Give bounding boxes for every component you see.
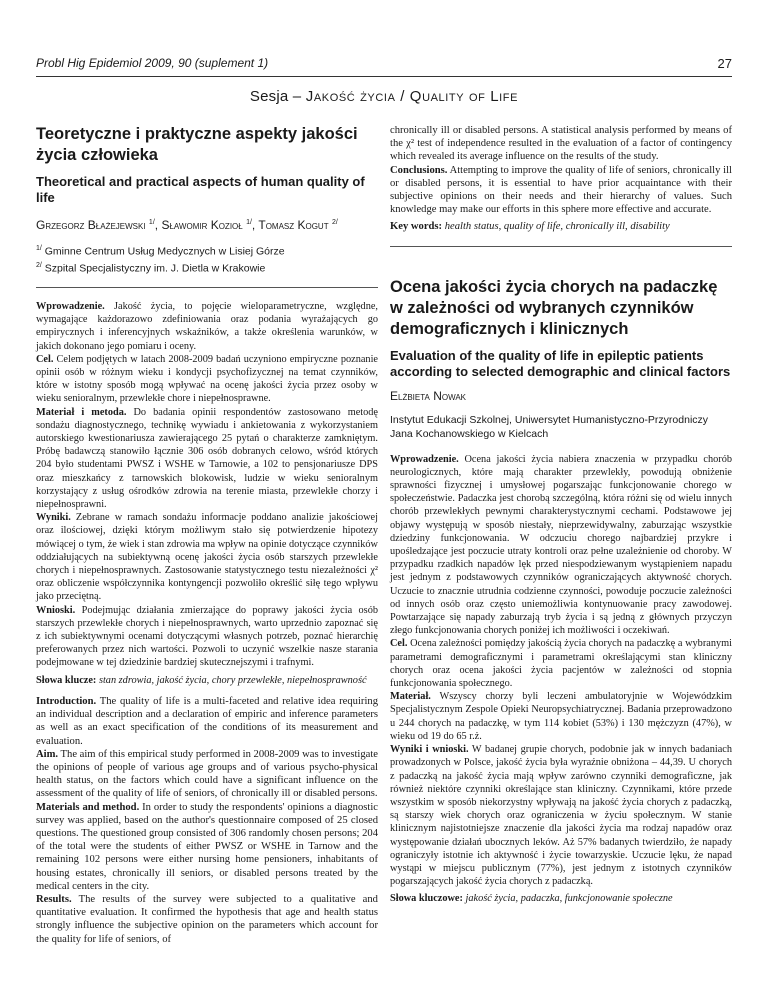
abstract-paragraph (36, 801, 378, 893)
paragraph-label: Wyniki. (36, 512, 71, 524)
article1-abstract-en (36, 695, 378, 946)
abstract-paragraph (36, 695, 378, 748)
paragraph-text: The aim of this empirical study performed in 2008-2009 was to investigate the opinions of people of various age groups and of various psycho-physical health status, on the factors which could have a significant influence on the assessment of the quality of life of seniors, of chronically ill or disabled persons. (36, 748, 378, 800)
running-head (36, 56, 732, 74)
right-column (390, 124, 732, 906)
paragraph-text: Ocena jakości życia nabiera znaczenia w przypadku chorób neurologicznych, które mają charakter przewlekły, powodują obniżenie sprawności fizycznej i umysłowej pogarszając funkcjonowanie chorego w społeczeństwie. Padaczka jest chorobą szczególną, która różni się od wielu innych chorób przewlekłych pewnymi charakterystycznymi cechami. Podstawowe jej objawy występują w sposób niestały, nieprzewidywalny, zaburzając wszystkie dziedziny funkcjonowania. W odczuciu chorego najbardziej przykre i upośledzające jest poczucie utraty kontroli oraz pełne uzależnienie od choroby. W przypadku rzadkich napadów lęk przed niespodziewanym wystąpieniem napadu jest jednym z podstawowych czynników ograniczających aktywność chorych. Uczucie to znacznie utrudnia codzienne czynności, powoduje poczucie zależności od innych osób oraz często uniemożliwia kontynuowanie pracy zawodowej. Powtarzające się napady zaburzają tryb życia i są jedną z głównych przyczyn złego funkcjonowania chorych poniżej ich możliwości i oczekiwań. (390, 453, 732, 637)
affiliation-text: Szpital Specjalistyczny im. J. Dietla w Krakowie (44, 262, 266, 274)
keywords-label: Słowa kluczowe: (390, 893, 463, 905)
abstract-paragraph (390, 690, 732, 743)
left-column (36, 124, 378, 946)
affiliation (36, 242, 378, 259)
article1-title-pl: Teoretyczne i praktyczne aspekty jakości życia człowieka (36, 125, 358, 164)
article2-author: Elżbieta Nowak (390, 388, 467, 403)
session-topic: Jakość życia / Quality of Life (305, 88, 519, 105)
paragraph-label: Wyniki i wnioski. (390, 744, 469, 756)
paragraph-label: Wnioski. (36, 604, 76, 616)
abstract-paragraph (36, 300, 378, 353)
paragraph-label: Aim. (36, 748, 59, 760)
article2-title-pl: Ocena jakości życia chorych na padaczkę w zależności od wybranych czynników demograficznych i klinicznych (390, 277, 718, 338)
paragraph-label: Wprowadzenie. (36, 301, 105, 312)
journal-citation: Probl Hig Epidemiol 2009, 90 (suplement 1) (36, 56, 269, 70)
abstract-paragraph (390, 637, 732, 690)
keywords-text: jakość życia, padaczka, funkcjonowanie społeczne (465, 893, 673, 905)
section-rule (390, 246, 732, 247)
paragraph-text: Podejmując działania zmierzające do poprawy jakości życia osób starszych przewlekłe chorych i niepełnosprawnych, warto uprzednio zapoznać się z ich subiektywnymi ocenami dotyczącymi własnych potrzeb, poznać hierarchię preferowanych przez nich wartości. Pozwoli to uczynić wszelkie nasze starania podejmowane w tej dziedzinie bardziej skutecznejszymi i trafnymi. (36, 604, 378, 669)
abstract-paragraph (390, 164, 732, 217)
paragraph-text: In order to study the respondents' opinions a diagnostic survey was applied, based on the author's questionnaire composed of 25 closed questions. The questioned group consisted of 306 randomly chosen persons; 204 of the total were the students of either PWSZ or WSHE in Tarnow and the remaining 102 persons were either nursing home pensioners, inhabitants of housing estates, chronically ill seniors, or disabled persons treated by the medical centers in the city. (36, 801, 378, 892)
paragraph-label: Introduction. (36, 695, 97, 707)
abstract-paragraph (390, 743, 732, 888)
paragraph-text: Zebrane w ramach sondażu informacje poddano analizie jakościowej oraz ilościowej, dzięki którym możliwym stało się potwierdzenie hipotezy mówiącej o tym, że wiek i stan zdrowia ma wpływ na opinie dotyczące czynników oddziałujących na subiektywną ocenę jakości życia osób starszych przewlekłe chorych i niepełnosprawnych. Zastosowanie statystycznego testu niezależności χ² oraz obliczenie współczynnika kontyngencji pozwoliło określić siłę tego wpływu jako przeciętną. (36, 512, 378, 603)
article1-title-en: Theoretical and practical aspects of human quality of life (36, 174, 365, 205)
spacer (390, 441, 732, 453)
abstract-paragraph-continued: chronically ill or disabled persons. A statistical analysis performed by means of the χ² test of independence resulted in the evaluation of a factor of contingency which revealed its average influence on the results of the study. (390, 125, 732, 163)
paragraph-text: The results of the survey were subjected to a qualitative and quantitative evaluation. It confirmed the hypothesis that age and health status strongly influence the subjective opinion on the parameters which account for the quality for life of seniors, of (36, 893, 378, 945)
author-sup: 1/ (148, 219, 155, 226)
abstract-paragraph (36, 893, 378, 946)
abstract-paragraph (390, 453, 732, 638)
abstract-paragraph (36, 406, 378, 512)
abstract-paragraph (36, 604, 378, 670)
keywords-pl (390, 892, 732, 905)
keywords-pl (36, 674, 378, 687)
author-sup: 1/ (246, 219, 252, 226)
paragraph-text: Celem podjętych w latach 2008-2009 badań uczyniono empiryczne poznanie opinii osób w różnym wieku i kondycji psychofizycznej na temat czynników, które w istotny sposób mogą wpływać na ocenę jakości życia przez osoby w wieku senioralnym, przewlekłe chore i niepełnosprawne. (36, 353, 378, 405)
author-name: Tomasz Kogut (258, 218, 329, 232)
affiliation-sup: 2/ (36, 261, 42, 269)
paragraph-text: Do badania opinii respondentów zastosowano metodę sondażu diagnostycznego, technikę wywiadu i ankietowania z wykorzystaniem autorskiego kwestionariusza zawierającego 25 pytań o charakterze zamkniętym. Próbę badawczą stanowiło łącznie 306 osób dobranych celowo, wśród których 204 było studentami PWSZ i WSHE w Tarnowie, a 102 to pensjonariusze DPS oraz mieszkańcy z tarnowskich blokowisk, ludzie w wieku senioralnym korzystający z usług ośrodków zdrowia na terenie miasta, przewlekłe chorzy i niepełnosprawni. (36, 406, 379, 511)
affiliation-sup: 1/ (36, 245, 42, 252)
paragraph-text: Wszyscy chorzy byli leczeni ambulatoryjnie w Wojewódzkim Specjalistycznym Zespole Opieki Neuropsychiatrycznej. Badania przeprowadzono u 244 chorych na padaczkę, w tym 114 kobiet (53%) i 130 mężczyzn (47%), w wieku od 19 do 65 r.ż. (390, 691, 732, 742)
spacer (36, 687, 378, 695)
abstract-paragraph (36, 511, 378, 603)
author-sup: 2/ (331, 219, 338, 226)
article2-title-en: Evaluation of the quality of life in epileptic patients according to selected demographic and clinical factors (390, 347, 731, 379)
abstract-paragraph (36, 748, 378, 801)
paragraph-label: Materiał i metoda. (36, 406, 127, 418)
paragraph-label: Results. (36, 893, 72, 905)
article2-abstract (390, 453, 732, 906)
session-label: Sesja – (249, 88, 306, 105)
paragraph-text: The quality of life is a multi-faceted and relative idea requiring an individual description and a declaration of empiric and inference parameters as well as an exact specification of the conditions of its measurement and evaluation. (36, 695, 378, 747)
paragraph-text: Ocena zależności pomiędzy jakością życia chorych na padaczkę a wybranymi parametrami demograficznymi i parametrami określającymi stan kliniczny chorych oraz ocena jakości życia pacjentów w zależności od stopnia funkcjonowania społecznego. (390, 638, 732, 690)
author-name: Sławomir Kozioł (161, 218, 243, 232)
article1-abstract-pl (36, 300, 378, 687)
keywords-label: Key words: (390, 221, 443, 233)
author-name: Grzegorz Błażejewski (36, 218, 146, 232)
paragraph-label: Cel. (390, 638, 408, 650)
header-rule (36, 76, 732, 77)
paragraph-text: Jakość życia, to pojęcie wieloparametryczne, względne, wymagające każdorazowo zdefiniowania oraz podania wyrażających go empirycznych i inferencyjnych wskaźników, a także określenia warunków, w jakich dokonano jego pomiaru i oceny. (36, 301, 378, 352)
abstract-paragraph (36, 353, 378, 406)
keywords-text: health status, quality of life, chronically ill, disability (444, 221, 670, 233)
paragraph-label: Materials and method. (36, 801, 140, 813)
keywords-en (390, 220, 732, 233)
keywords-text: stan zdrowia, jakość życia, chory przewlekłe, niepełnosprawność (98, 674, 367, 686)
paragraph-text: Attempting to improve the quality of life of seniors, chronically ill or disabled persons, it is essential to have prior acquaintance with their subjective opinions on their needs and their hierarchy of values. Such knowledge may make our efforts in this sphere more effective and accurate. (390, 164, 732, 216)
paragraph-label: Conclusions. (390, 164, 448, 176)
paragraph-label: Cel. (36, 353, 54, 365)
keywords-label: Słowa klucze: (36, 674, 97, 686)
paragraph-text: W badanej grupie chorych, podobnie jak w innych badaniach prowadzonych w Polsce, jakość życia była wyraźnie obniżona – 44,39. U chorych z padaczką na jakość życia mają wpływ zarówno czynniki demograficzne, jak również niektóre czynniki określające stan kliniczny. Czynnikami, które przede wszystkim w sposób niekorzystny wpływają na jakość życia chorych z padaczką, są starszy wiek chorych oraz ograniczenia w życiu społecznym. W stanie klinicznym najistotniejsze znaczenie dla jakości życia ma rodzaj napadów oraz występowanie działań ubocznych leków. Aż 57% badanych twierdziło, że napady ograniczyły istotnie ich aktywność i życie towarzyskie. Uczucie lęku, że napad wystąpi w miejscu publicznym (77%), jest jednym z istotnych czynników pogarszających jakość życia chorych z padaczką. (390, 744, 733, 888)
article2-affiliation: Instytut Edukacji Szkolnej, Uniwersytet Humanistyczno-Przyrodniczy Jana Kochanowskiego w Kielcach (390, 413, 709, 440)
paragraph-label: Wprowadzenie. (390, 453, 459, 465)
session-heading (0, 88, 768, 105)
section-rule (36, 287, 378, 288)
affiliation-text: Gminne Centrum Usług Medycznych w Lisiej Górze (44, 245, 285, 258)
paragraph-label: Materiał. (390, 691, 431, 703)
affiliation (36, 259, 378, 276)
page-number: 27 (717, 56, 732, 71)
article1-authors: Grzegorz Błażejewski $^{1/}$, Sławomir Kozioł $^{1/}$, Tomasz Kogut $^{2/}$ (36, 218, 338, 232)
